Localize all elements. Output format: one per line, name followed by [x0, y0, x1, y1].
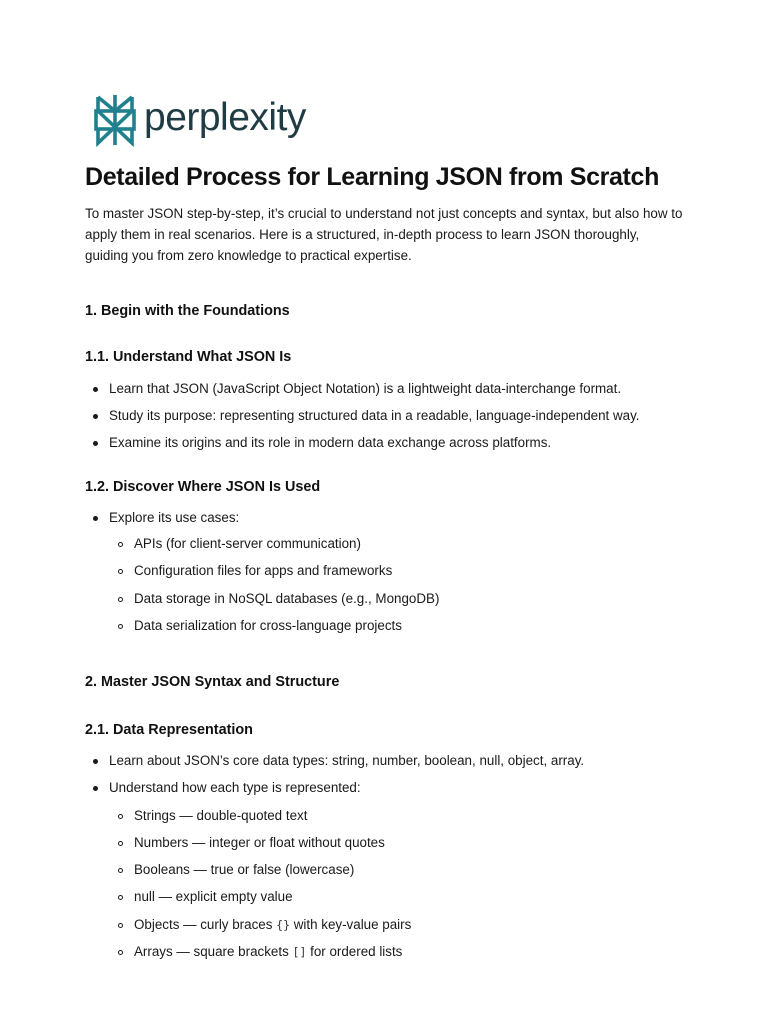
- sub-list-item: Booleans — true or false (lowercase): [134, 862, 355, 877]
- intro-paragraph: To master JSON step-by-step, it’s crucial to understand not just concepts and syntax, but also how to apply them in real scenarios. Here is a structured, in-depth process to learn JSON thoroughly, guiding you from zero knowledge to practical expertise.: [85, 206, 683, 263]
- logo-wordmark: perplexity: [144, 96, 306, 139]
- list-item: Learn that JSON (JavaScript Object Notation) is a lightweight data-interchange format.: [109, 381, 622, 396]
- page-title: Detailed Process for Learning JSON from Scratch: [85, 163, 660, 191]
- list-item: Study its purpose: representing structured data in a readable, language-independent way.: [109, 408, 640, 423]
- hollow-bullet-icon: [118, 868, 123, 873]
- subsection-heading: 1.1. Understand What JSON Is: [85, 349, 292, 365]
- hollow-bullet-icon: [118, 597, 123, 602]
- sub-list-item: null — explicit empty value: [134, 889, 293, 904]
- list-item: Understand how each type is represented:: [109, 780, 361, 795]
- inline-code: []: [292, 945, 307, 959]
- bullet-icon: [93, 414, 98, 419]
- hollow-bullet-icon: [118, 569, 123, 574]
- sub-list-item: [134, 943, 402, 961]
- perplexity-logo-icon: [94, 93, 136, 147]
- inline-code: {}: [276, 918, 290, 932]
- sub-list-item: APIs (for client-server communication): [134, 536, 361, 551]
- perplexity-logo: [94, 93, 306, 147]
- item-text: Objects — curly braces: [134, 917, 277, 932]
- sub-list-item: Data serialization for cross-language projects: [134, 618, 402, 633]
- item-text: Arrays — square brackets: [134, 944, 293, 959]
- sub-list-item: Strings — double-quoted text: [134, 808, 308, 823]
- section-heading: 2. Master JSON Syntax and Structure: [85, 674, 340, 690]
- list-item: Explore its use cases:: [109, 510, 240, 525]
- bullet-icon: [93, 387, 98, 392]
- hollow-bullet-icon: [118, 841, 123, 846]
- sub-list-item: Numbers — integer or float without quotes: [134, 835, 385, 850]
- bullet-icon: [93, 441, 98, 446]
- subsection-heading: 2.1. Data Representation: [85, 722, 253, 738]
- hollow-bullet-icon: [118, 923, 123, 928]
- hollow-bullet-icon: [118, 542, 123, 547]
- item-text: for ordered lists: [306, 944, 403, 959]
- bullet-icon: [93, 786, 98, 791]
- hollow-bullet-icon: [118, 814, 123, 819]
- bullet-icon: [93, 759, 98, 764]
- subsection-heading: 1.2. Discover Where JSON Is Used: [85, 479, 321, 495]
- hollow-bullet-icon: [118, 895, 123, 900]
- list-item: Examine its origins and its role in modern data exchange across platforms.: [109, 435, 552, 450]
- hollow-bullet-icon: [118, 624, 123, 629]
- sub-list-item: Configuration files for apps and frameworks: [134, 563, 393, 578]
- sub-list-item: Data storage in NoSQL databases (e.g., MongoDB): [134, 591, 440, 606]
- bullet-icon: [93, 516, 98, 521]
- sub-list-item: [134, 916, 411, 934]
- item-text: with key-value pairs: [290, 917, 412, 932]
- section-heading: 1. Begin with the Foundations: [85, 303, 290, 319]
- hollow-bullet-icon: [118, 950, 123, 955]
- list-item: Learn about JSON’s core data types: string, number, boolean, null, object, array.: [109, 753, 585, 768]
